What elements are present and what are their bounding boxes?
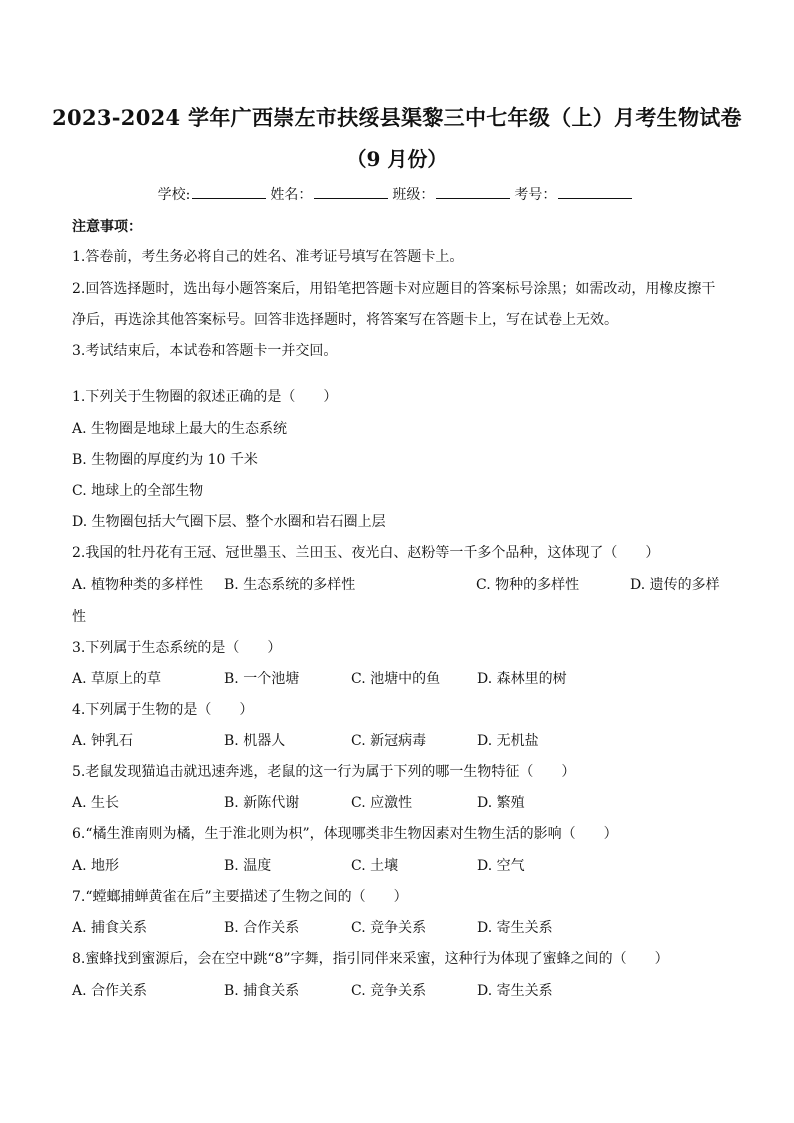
option-4b: B. 机器人 [224, 733, 286, 749]
option-6d: D. 空气 [477, 858, 525, 874]
notice-item-1: 1.答卷前，考生务必将自己的姓名、准考证号填写在答题卡上。 [72, 249, 464, 265]
option-2d: D. 遗传的多样 [630, 577, 720, 593]
question-stem-1: 1.下列关于生物圈的叙述正确的是（ ） [72, 389, 338, 405]
option-5a: A. 生长 [72, 795, 120, 811]
option-7b: B. 合作关系 [224, 920, 300, 936]
question-stem-7: 7.“螳螂捕蝉黄雀在后”主要描述了生物之间的（ ） [72, 889, 408, 905]
class-blank [436, 184, 510, 199]
exam-subtitle: （9 月份） [346, 147, 448, 171]
option-7a: A. 捕食关系 [72, 920, 148, 936]
option-2b: B. 生态系统的多样性 [224, 577, 356, 593]
option-1d: D. 生物圈包括大气圈下层、整个水圈和岩石圈上层 [72, 514, 386, 530]
class-label: 班级： [392, 187, 435, 203]
notice-item-2-cont: 净后，再选涂其他答案标号。回答非选择题时，将答案写在答题卡上，写在试卷上无效。 [72, 312, 618, 328]
option-4d: D. 无机盐 [477, 733, 539, 749]
option-5d: D. 繁殖 [477, 795, 525, 811]
question-stem-5: 5.老鼠发现猫追击就迅速奔逃，老鼠的这一行为属于下列的哪一生物特征（ ） [72, 764, 576, 780]
option-6c: C. 土壤 [351, 858, 399, 874]
school-label: 学校: [157, 187, 191, 203]
option-3d: D. 森林里的树 [477, 671, 567, 687]
exam-title: 2023-2024 学年广西崇左市扶绥县渠黎三中七年级（上）月考生物试卷 [52, 105, 742, 130]
option-1b: B. 生物圈的厚度约为 10 千米 [72, 452, 258, 468]
option-5c: C. 应激性 [351, 795, 413, 811]
student-info-line [0, 184, 794, 206]
option-3b: B. 一个池塘 [224, 671, 300, 687]
question-stem-2: 2.我国的牡丹花有王冠、冠世墨玉、兰田玉、夜光白、赵粉等一千多个品种，这体现了（ ） [72, 545, 660, 561]
option-7d: D. 寄生关系 [477, 920, 553, 936]
notice-item-2: 2.回答选择题时，选出每小题答案后，用铅笔把答题卡对应题目的答案标号涂黑；如需改动，用橡皮擦干 [72, 281, 716, 297]
option-7c: C. 竞争关系 [351, 920, 427, 936]
number-blank [558, 184, 632, 199]
option-8c: C. 竞争关系 [351, 983, 427, 999]
number-label: 考号： [514, 187, 557, 203]
option-8d: D. 寄生关系 [477, 983, 553, 999]
option-1c: C. 地球上的全部生物 [72, 483, 204, 499]
school-blank [192, 184, 266, 199]
option-6a: A. 地形 [72, 858, 120, 874]
notice-item-3: 3.考试结束后，本试卷和答题卡一并交回。 [72, 343, 338, 359]
option-4a: A. 钟乳石 [72, 733, 134, 749]
option-8b: B. 捕食关系 [224, 983, 300, 999]
name-blank [314, 184, 388, 199]
question-stem-3: 3.下列属于生态系统的是（ ） [72, 640, 282, 656]
option-4c: C. 新冠病毒 [351, 733, 427, 749]
option-5b: B. 新陈代谢 [224, 795, 300, 811]
option-2d-overflow: 性 [72, 609, 86, 625]
name-label: 姓名： [270, 187, 313, 203]
option-8a: A. 合作关系 [72, 983, 148, 999]
question-stem-8: 8.蜜蜂找到蜜源后，会在空中跳“8”字舞，指引同伴来采蜜，这种行为体现了蜜蜂之间的（ ） [72, 951, 669, 967]
option-3a: A. 草原上的草 [72, 671, 162, 687]
question-stem-4: 4.下列属于生物的是（ ） [72, 702, 254, 718]
option-6b: B. 温度 [224, 858, 272, 874]
option-2c: C. 物种的多样性 [476, 577, 580, 593]
notice-heading: 注意事项： [72, 219, 142, 235]
question-stem-6: 6.“橘生淮南则为橘，生于淮北则为枳”，体现哪类非生物因素对生物生活的影响（ ） [72, 826, 618, 842]
option-1a: A. 生物圈是地球上最大的生态系统 [72, 421, 288, 437]
option-3c: C. 池塘中的鱼 [351, 671, 441, 687]
option-2a: A. 植物种类的多样性 [72, 577, 204, 593]
